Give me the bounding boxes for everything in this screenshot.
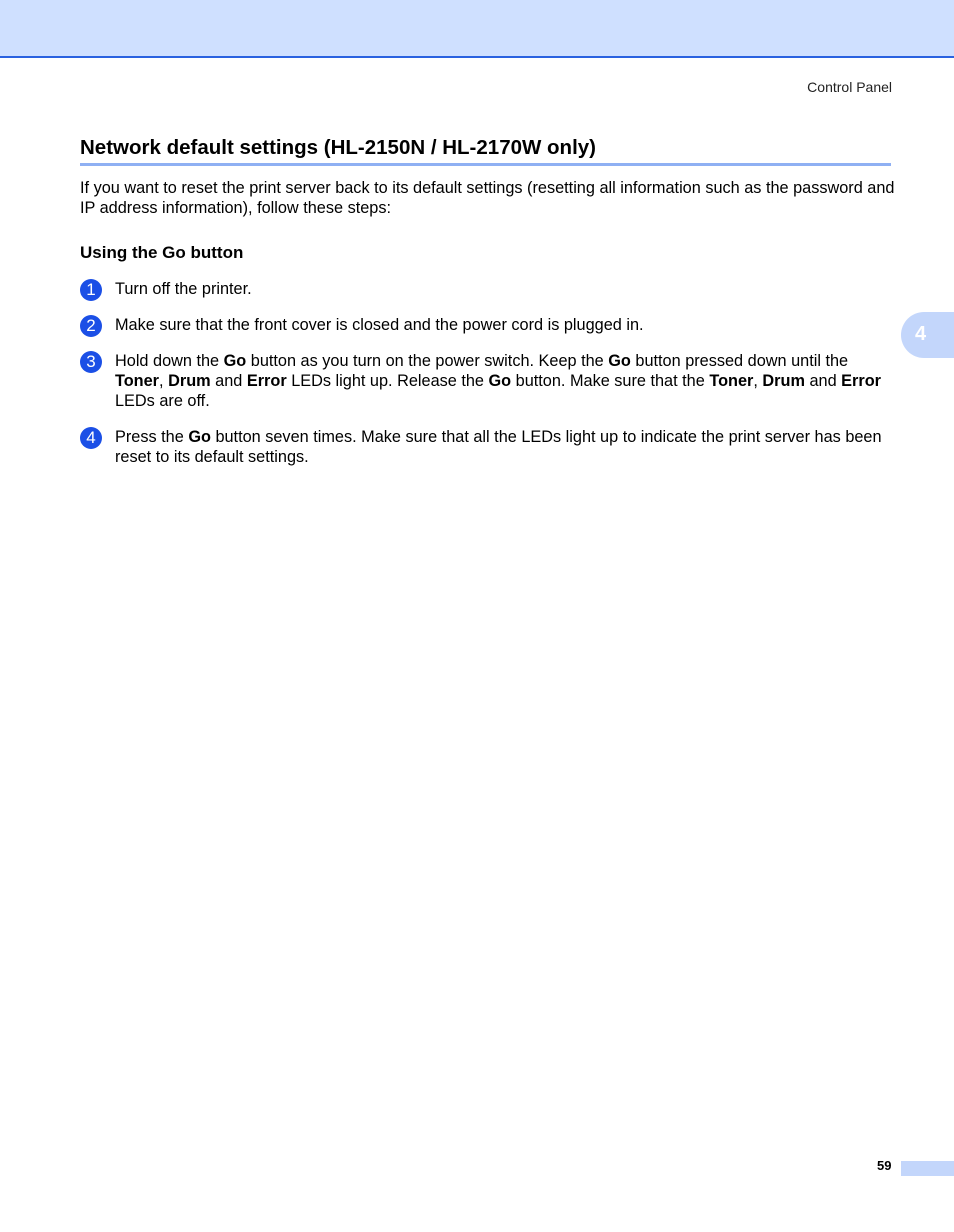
step-3 [80,351,895,411]
step-text [115,351,895,411]
running-header: Control Panel [807,79,892,95]
step-text-segment: button as you turn on the power switch. Keep the [246,352,609,370]
page-number-bar [901,1161,954,1176]
drum-term: Drum [168,372,211,390]
step-2 [80,315,895,335]
header-band [0,0,954,58]
step-text-segment: LEDs light up. Release the [286,372,489,390]
step-text-segment: and [210,372,247,390]
step-text-segment: and [804,372,842,390]
step-text: Make sure that the front cover is closed and the power cord is plugged in. [115,316,644,334]
error-term: Error [841,372,881,390]
page-number: 59 [877,1158,892,1173]
step-text-segment: button pressed down until the [630,352,849,370]
drum-term: Drum [762,372,805,390]
error-term: Error [246,372,287,390]
go-term: Go [188,428,211,446]
subsection-title: Using the Go button [80,243,244,262]
step-number-badge: 3 [80,351,102,373]
step-number-badge: 1 [80,279,102,301]
step-4 [80,427,895,467]
chapter-tab [901,312,954,358]
step-text-segment: button. Make sure that the [511,372,710,390]
step-text-segment: , [159,372,169,390]
section-title: Network default settings (HL-2150N / HL-2170W only) [80,135,891,166]
step-number-badge: 2 [80,315,102,337]
go-term: Go [608,352,631,370]
toner-term: Toner [709,372,754,390]
go-term: Go [223,352,247,370]
step-text-segment: LEDs are off. [115,392,210,410]
intro-paragraph: If you want to reset the print server back to its default settings (resetting all information such as the password and IP address information), follow these steps: [80,179,895,217]
step-text-segment: Hold down the [115,352,224,370]
step-1 [80,279,895,299]
step-text-segment: Press the [115,428,189,446]
toner-term: Toner [115,372,160,390]
step-text-segment: button seven times. Make sure that all the LEDs light up to indicate the print server has been reset to its default settings. [115,428,882,466]
go-term: Go [488,372,512,390]
step-text-segment: , [753,372,763,390]
step-text [115,427,895,467]
step-text: Turn off the printer. [115,280,252,298]
step-number-badge: 4 [80,427,102,449]
chapter-number: 4 [915,323,927,345]
